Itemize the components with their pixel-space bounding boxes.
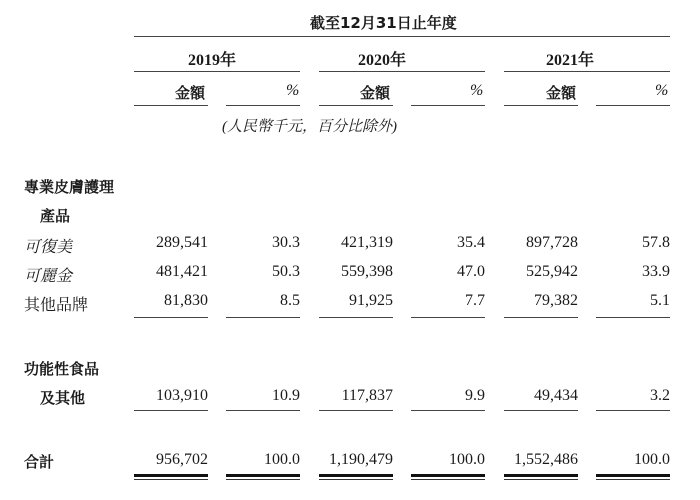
cell: 10.9 bbox=[272, 387, 300, 404]
cell: 81,830 bbox=[164, 292, 208, 309]
subtotal-rule bbox=[504, 317, 578, 318]
total-double-rule bbox=[319, 474, 393, 477]
subtotal-rule bbox=[596, 317, 670, 318]
col-rule bbox=[134, 105, 208, 106]
amount-header-2021: 金額 bbox=[546, 84, 577, 102]
cell: 49,434 bbox=[534, 387, 578, 404]
amount-header-2019: 金額 bbox=[175, 84, 206, 102]
cell: 50.3 bbox=[272, 263, 300, 280]
col-rule bbox=[319, 105, 393, 106]
cell: 47.0 bbox=[457, 263, 485, 280]
cell: 7.7 bbox=[465, 292, 485, 309]
col-rule bbox=[411, 105, 485, 106]
total-cell: 100.0 bbox=[449, 451, 485, 468]
col-rule bbox=[596, 105, 670, 106]
cell: 289,541 bbox=[156, 234, 208, 251]
total-cell: 100.0 bbox=[264, 451, 300, 468]
year-rule-2020 bbox=[319, 71, 485, 72]
subtotal-rule bbox=[226, 410, 300, 411]
percent-header-2021: % bbox=[655, 82, 669, 99]
subtotal-rule bbox=[226, 317, 300, 318]
percent-header-2019: % bbox=[286, 82, 300, 99]
cell: 525,942 bbox=[526, 263, 578, 280]
section-skincare-subtitle: 產品 bbox=[40, 207, 71, 225]
total-double-rule-thin bbox=[319, 479, 393, 480]
total-double-rule bbox=[596, 474, 670, 477]
cell: 8.5 bbox=[280, 292, 300, 309]
total-cell: 956,702 bbox=[156, 451, 208, 468]
subtotal-rule bbox=[134, 317, 208, 318]
total-double-rule-thin bbox=[596, 479, 670, 480]
total-cell: 1,190,479 bbox=[329, 451, 393, 468]
subtotal-rule bbox=[319, 317, 393, 318]
cell: 57.8 bbox=[642, 234, 670, 251]
cell: 30.3 bbox=[272, 234, 300, 251]
total-double-rule bbox=[504, 474, 578, 477]
total-double-rule bbox=[411, 474, 485, 477]
cell: 421,319 bbox=[341, 234, 393, 251]
row-label: 及其他 bbox=[40, 389, 86, 407]
year-2019: 2019年 bbox=[188, 52, 237, 69]
year-rule-2021 bbox=[504, 71, 670, 72]
cell: 91,925 bbox=[349, 292, 393, 309]
period-header: 截至12月31日止年度 bbox=[310, 14, 457, 32]
period-rule bbox=[134, 36, 670, 37]
col-rule bbox=[504, 105, 578, 106]
total-double-rule-thin bbox=[134, 479, 208, 480]
cell: 103,910 bbox=[156, 387, 208, 404]
amount-header-2020: 金額 bbox=[360, 84, 391, 102]
section-functional-title: 功能性食品 bbox=[24, 360, 100, 378]
subtotal-rule bbox=[411, 410, 485, 411]
total-double-rule bbox=[134, 474, 208, 477]
cell: 35.4 bbox=[457, 234, 485, 251]
row-label: 可復美 bbox=[24, 239, 73, 256]
unit-note: (人民幣千元，百分比除外) bbox=[222, 119, 397, 135]
total-double-rule-thin bbox=[411, 479, 485, 480]
subtotal-rule bbox=[319, 410, 393, 411]
subtotal-rule bbox=[504, 410, 578, 411]
subtotal-rule bbox=[596, 410, 670, 411]
year-2021: 2021年 bbox=[546, 52, 595, 69]
total-double-rule-thin bbox=[504, 479, 578, 480]
cell: 33.9 bbox=[642, 263, 670, 280]
col-rule bbox=[226, 105, 300, 106]
row-label: 可麗金 bbox=[24, 268, 73, 285]
cell: 9.9 bbox=[465, 387, 485, 404]
total-label: 合計 bbox=[24, 453, 55, 471]
percent-header-2020: % bbox=[470, 82, 484, 99]
section-skincare-title: 專業皮膚護理 bbox=[24, 178, 115, 196]
total-double-rule-thin bbox=[226, 479, 300, 480]
cell: 481,421 bbox=[156, 263, 208, 280]
subtotal-rule bbox=[411, 317, 485, 318]
cell: 897,728 bbox=[526, 234, 578, 251]
cell: 117,837 bbox=[341, 387, 393, 404]
row-label: 其他品牌 bbox=[24, 297, 89, 314]
year-2020: 2020年 bbox=[358, 52, 407, 69]
year-rule-2019 bbox=[134, 71, 300, 72]
total-double-rule bbox=[226, 474, 300, 477]
cell: 79,382 bbox=[534, 292, 578, 309]
subtotal-rule bbox=[134, 410, 208, 411]
cell: 5.1 bbox=[650, 292, 670, 309]
cell: 3.2 bbox=[650, 387, 670, 404]
total-cell: 1,552,486 bbox=[514, 451, 578, 468]
cell: 559,398 bbox=[341, 263, 393, 280]
total-cell: 100.0 bbox=[634, 451, 670, 468]
